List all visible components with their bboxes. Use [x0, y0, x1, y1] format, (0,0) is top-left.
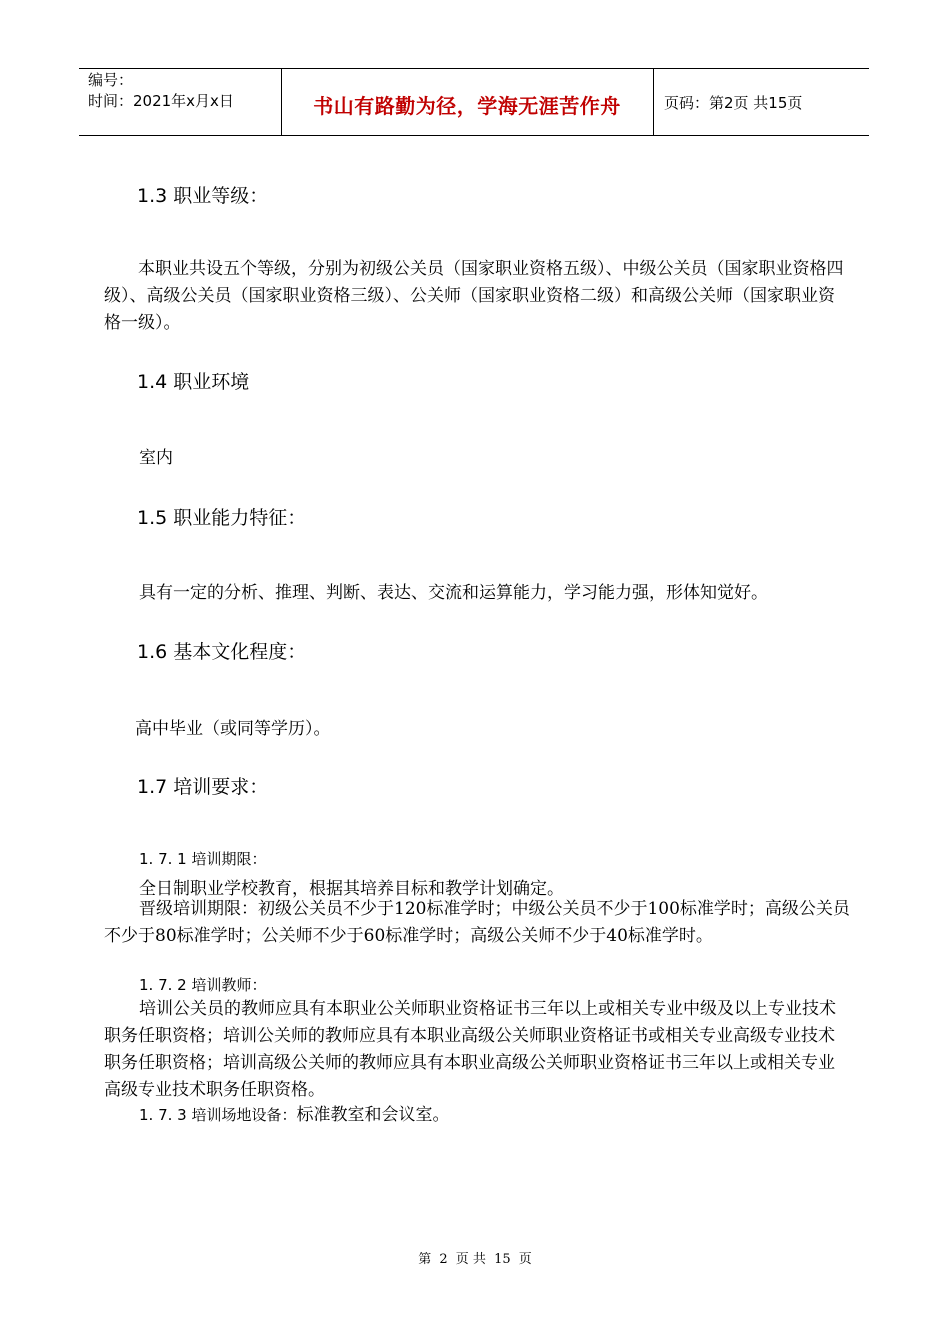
section-1-4-title: 1.4 职业环境: [137, 371, 250, 393]
header-bottom-rule: [79, 135, 869, 136]
section-1-7-3-title: 1. 7. 3 培训场地设备：: [139, 1106, 297, 1124]
section-1-7-2-title: 1. 7. 2 培训教师：: [139, 976, 267, 994]
header-page-info: 页码：第2页 共15页: [664, 94, 803, 112]
page-footer: [0, 1248, 950, 1267]
header-top-rule: [79, 68, 869, 69]
section-1-6-body: 高中毕业（或同等学历）。: [135, 719, 331, 739]
header-time-label: 时间：2021年x月x日: [88, 92, 234, 110]
footer-total-pages: 15: [494, 1252, 511, 1267]
footer-prefix: 第: [418, 1252, 432, 1267]
footer-middle: 页 共: [455, 1252, 486, 1267]
footer-current-page: 2: [439, 1252, 448, 1267]
header-number-label: 编号：: [88, 71, 134, 89]
section-1-6-title: 1.6 基本文化程度：: [137, 641, 307, 663]
section-1-7-title: 1.7 培训要求：: [137, 776, 269, 798]
section-1-7-2-para-1: 培训公关员的教师应具有本职业公关师职业资格证书三年以上或相关专业中级及以上专业技术职务任职资格；培训公关师的教师应具有本职业高级公关师职业资格证书或相关专业高级专业技术职务任职资格；培训高级公关师的教师应具有本职业高级公关师职业资格证书三年以上或相关专业高级专业技术职务任职资格。: [104, 999, 836, 1100]
section-1-3-body: 本职业共设五个等级，分别为初级公关员（国家职业资格五级）、中级公关员（国家职业资格四级）、高级公关员（国家职业资格三级）、公关师（国家职业资格二级）和高级公关师（国家职业资格一级）。: [104, 259, 844, 333]
section-1-5-body: 具有一定的分析、推理、判断、表达、交流和运算能力，学习能力强，形体知觉好。: [139, 583, 768, 603]
section-1-3-title: 1.3 职业等级：: [137, 185, 269, 207]
section-1-7-1-para-1: 全日制职业学校教育，根据其培养目标和教学计划确定。: [139, 879, 564, 899]
section-1-4-body: 室内: [139, 448, 173, 468]
section-1-5-title: 1.5 职业能力特征：: [137, 507, 307, 529]
header-motto: 书山有路勤为径，学海无涯苦作舟: [313, 94, 621, 118]
section-1-7-1-para-2: 晋级培训期限：初级公关员不少于120标准学时；中级公关员不少于100标准学时；高级公关员不少于80标准学时；公关师不少于60标准学时；高级公关师不少于40标准学时。: [104, 899, 850, 946]
header-meta: [88, 70, 234, 112]
section-1-7-1-title: 1. 7. 1 培训期限：: [139, 850, 267, 868]
footer-suffix: 页: [518, 1252, 532, 1267]
section-1-7-3-text: 标准教室和会议室。: [296, 1105, 450, 1125]
header-divider-2: [653, 68, 654, 136]
